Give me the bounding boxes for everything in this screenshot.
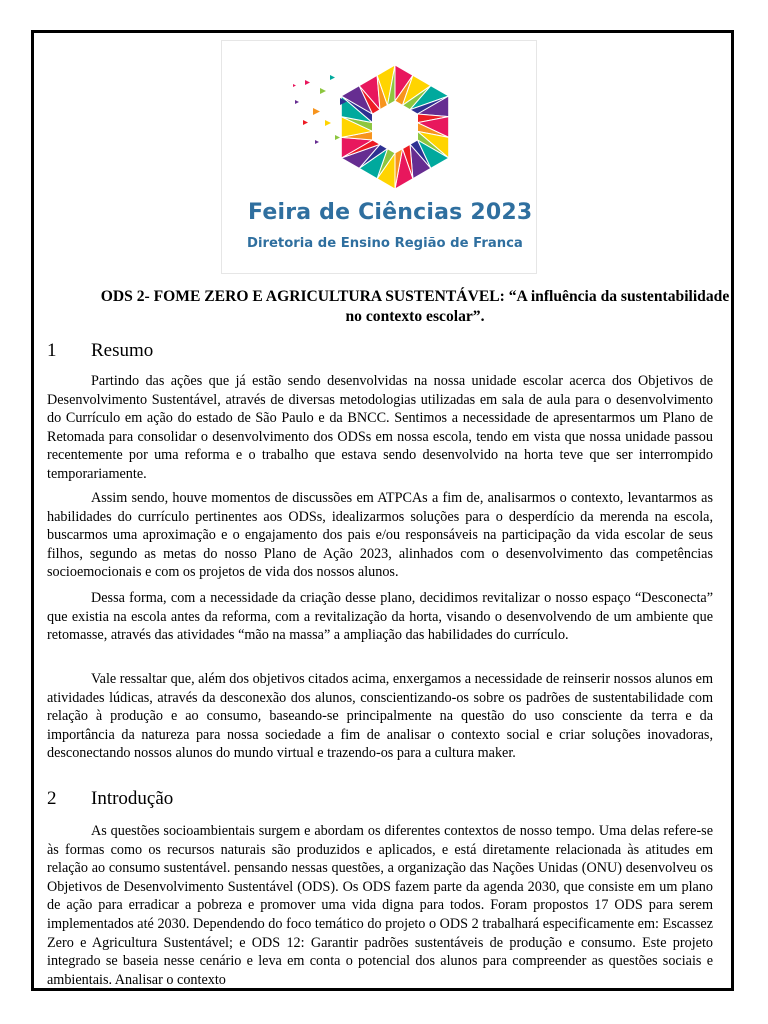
paragraph: As questões socioambientais surgem e abordam os diferentes contextos de nosso tempo. Uma delas refere-se às formas como os recursos naturais são produzidos e aplicados, e está diretamente relacionada às atitudes em relação ao consumo sustentável. pensando nessas questões, a organização das Nações Unidas (ONU) desenvolveu os Objetivos de Desenvolvimento Sustentável (ODS). Os ODS fazem parte da agenda 2030, que consiste em um plano de ação para erradicar a pobreza e promover uma vida digna para todos. Foram propostos 17 ODS para serem implementados até 2030. Dependendo do foco temático do projeto o ODS 2 trabalhará especificamente em: Escassez Zero e Agricultura Sustentável; e ODS 12: Garantir padrões sustentáveis de produção e consumo. Este projeto integrado se baseia nesse cenário e leva em conta o potencial dos alunos para compreender as questões sociais e ambientais. Analisar o contexto [47,823,713,988]
section-heading-introducao [47,788,173,810]
logo-fragment [305,80,310,85]
paragraph: Vale ressaltar que, além dos objetivos citados acima, enxergamos a necessidade de reinserir nossos alunos em atividades lúdicas, através da desconexão dos alunos, conscientizando-os sobre os padrões de sustentabilidade com relação à produção e ao consumo, baseando-se principalmente na questão do uso consciente da terra e da importância da natureza para nossa sociedade a fim de analisar o contexto social e criar soluções inovadoras, desconectando nossos alunos do mundo virtual e trazendo-os para a cultura maker. [47,671,713,762]
logo-fragment [295,100,299,104]
logo-fragment [313,108,320,115]
fair-logo-title: Feira de Ciências 2023 [248,200,533,225]
logo-fragment [325,120,331,126]
section-number: 2 [47,788,57,809]
section-number: 1 [47,340,57,361]
fair-logo-graphic [285,60,455,195]
logo-fragment [293,84,296,87]
document-title: ODS 2- FOME ZERO E AGRICULTURA SUSTENTÁVEL: “A influência da sustentabilidade no contexto escolar”. [100,288,730,325]
paragraph: Partindo das ações que já estão sendo desenvolvidas na nossa unidade escolar acerca dos Objetivos de Desenvolvimento Sustentável, através de diversas metodologias utilizadas em sala de aula para o desenvolvimento do Currículo em ação do estado de São Paulo e da BNCC. Sentimos a necessidade de apresentarmos um Plano de Retomada para consolidar o desenvolvimento dos ODSs em nossa escola, tendo em vista que nossa unidade passou recentemente por uma reforma e o trabalho que estava sendo desenvolvido na horta teve que ser interrompido temporariamente. [47,373,713,482]
logo-fragment [303,120,308,125]
logo-fragment [335,135,340,140]
fair-logo-subtitle: Diretoria de Ensino Região de Franca [247,236,523,251]
paragraph: Assim sendo, houve momentos de discussões em ATPCAs a fim de, analisarmos o contexto, levantarmos as habilidades do currículo pertinentes aos ODSs, idealizarmos soluções para o desperdício da merenda na escola, buscarmos uma aproximação e o engajamento dos pais e/ou responsáveis na participação da vida escolar de seus filhos, segundo as metas do nosso Plano de Ação 2023, alinhados com o desenvolvimento das competências socioemocionais e com os projetos de vida dos nossos alunos. [47,490,713,581]
paragraph: Dessa forma, com a necessidade da criação desse plano, decidimos revitalizar o nosso espaço “Desconecta” que existia na escola antes da reforma, com a revitalização da horta, visando o desenvolvendo de um ambiente que retomasse, através das atividades “mão na massa” a ampliação das habilidades do currículo. [47,590,713,644]
logo-fragment [320,88,326,94]
section-heading-resumo [47,340,153,362]
section-title: Resumo [91,340,154,361]
section-title: Introdução [91,788,174,809]
logo-fragment [315,140,319,144]
logo-fragment [330,75,335,80]
